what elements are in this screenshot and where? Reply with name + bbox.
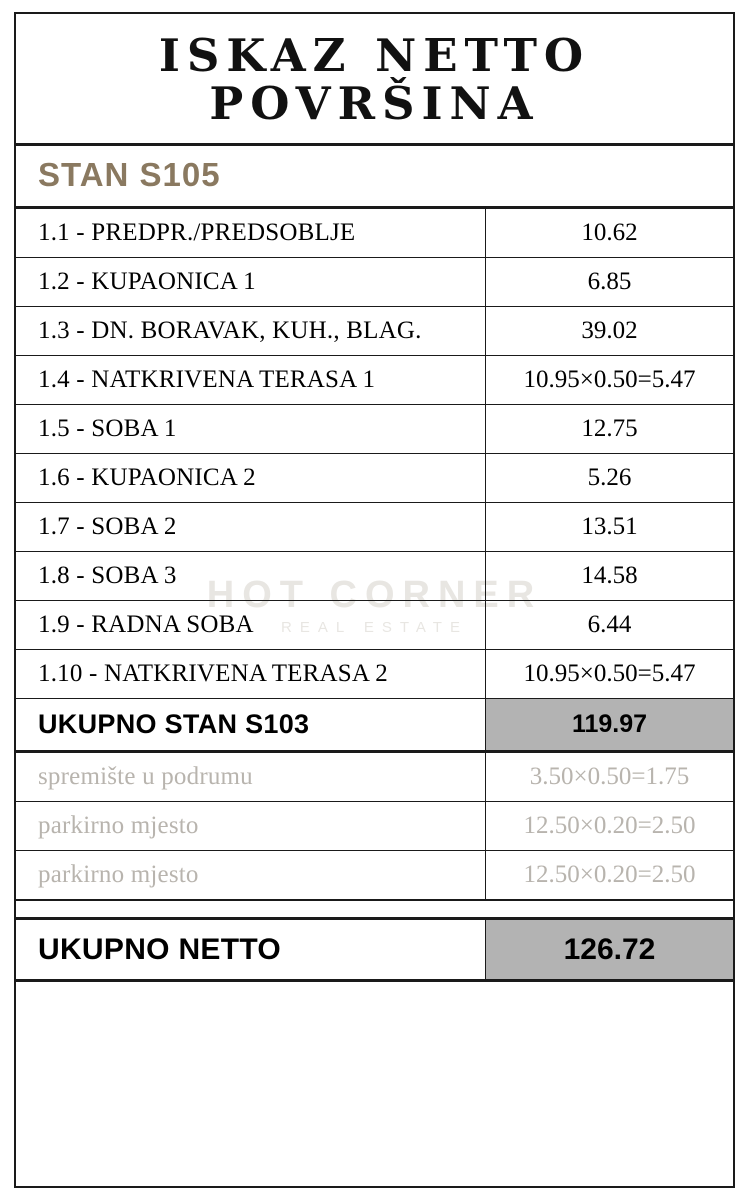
room-area: 39.02: [581, 317, 638, 345]
grand-total-row: [16, 920, 733, 982]
title-block: [16, 14, 733, 146]
room-name: 1.1 - PREDPR./PREDSOBLJE: [16, 209, 486, 257]
watermark-sub-text: REAL ESTATE: [281, 619, 468, 636]
room-area: 14.58: [581, 562, 638, 590]
room-area: 10.95×0.50=5.47: [523, 366, 696, 394]
room-name: 1.2 - KUPAONICA 1: [16, 258, 486, 306]
table-row: [16, 405, 733, 454]
room-area: 12.75: [581, 415, 638, 443]
room-name: 1.8 - SOBA 3: [16, 552, 486, 600]
room-name: 1.6 - KUPAONICA 2: [16, 454, 486, 502]
extra-value: 12.50×0.20=2.50: [523, 861, 696, 889]
table-row: [16, 650, 733, 699]
room-area: 6.44: [587, 611, 632, 639]
extra-name: parkirno mjesto: [16, 802, 486, 850]
page-title-line-2: POVRŠINA: [209, 76, 540, 130]
table-row: [16, 209, 733, 258]
subtotal-row: [16, 699, 733, 753]
room-area: 6.85: [587, 268, 632, 296]
room-name: 1.3 - DN. BORAVAK, KUH., BLAG.: [16, 307, 486, 355]
extra-value: 12.50×0.20=2.50: [523, 812, 696, 840]
room-area: 13.51: [581, 513, 638, 541]
page-title-line-1: ISKAZ NETTO: [158, 29, 591, 82]
room-table: [16, 209, 733, 1186]
watermark-main-text: HOT CORNER: [206, 574, 543, 616]
subtotal-label: UKUPNO STAN S103: [16, 699, 486, 750]
table-row: [16, 356, 733, 405]
table-row: [16, 601, 733, 650]
room-area: 5.26: [587, 464, 632, 492]
table-row: [16, 503, 733, 552]
table-footer-space: [16, 982, 733, 1186]
room-name: 1.4 - NATKRIVENA TERASA 1: [16, 356, 486, 404]
subtitle-block: [16, 146, 733, 209]
table-row: [16, 552, 733, 601]
grand-total-value: 126.72: [486, 920, 733, 979]
room-area: 10.95×0.50=5.47: [523, 660, 696, 688]
extra-name: spremište u podrumu: [16, 753, 486, 801]
table-frame: [14, 12, 735, 1188]
subtotal-value: 119.97: [486, 699, 733, 750]
table-row: [16, 307, 733, 356]
extra-row: [16, 802, 733, 851]
room-name: 1.10 - NATKRIVENA TERASA 2: [16, 650, 486, 698]
extra-row: [16, 851, 733, 900]
table-row: [16, 258, 733, 307]
extra-row: [16, 753, 733, 802]
divider: [16, 900, 733, 920]
room-name: 1.7 - SOBA 2: [16, 503, 486, 551]
extra-name: parkirno mjesto: [16, 851, 486, 899]
room-name: 1.5 - SOBA 1: [16, 405, 486, 453]
room-area: 10.62: [581, 219, 638, 247]
grand-total-label: UKUPNO NETTO: [16, 920, 486, 979]
table-row: [16, 454, 733, 503]
room-name: 1.9 - RADNA SOBA: [16, 601, 486, 649]
apartment-label: STAN S105: [38, 156, 221, 194]
extra-value: 3.50×0.50=1.75: [529, 763, 690, 791]
